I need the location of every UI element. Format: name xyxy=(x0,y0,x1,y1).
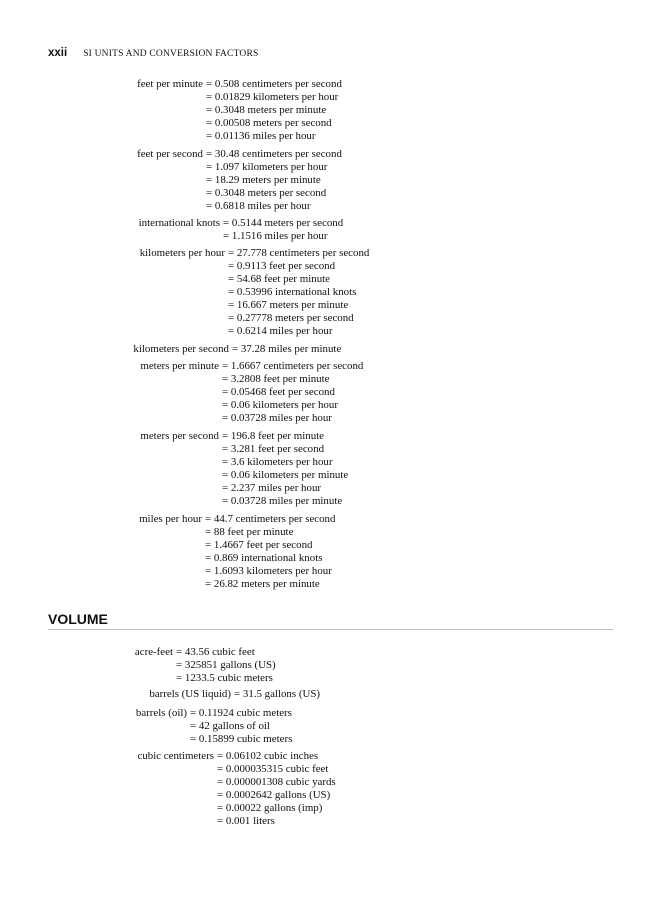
equals-sign: = xyxy=(217,789,226,801)
equals-sign: = xyxy=(222,360,231,372)
conversion-value xyxy=(222,399,338,412)
section-heading-volume: VOLUME xyxy=(48,611,108,627)
conversion-value xyxy=(217,776,336,789)
value-text: 0.05468 feet per second xyxy=(230,386,335,398)
equals-sign: = xyxy=(228,247,237,259)
conversion-value xyxy=(217,750,318,763)
equals-sign: = xyxy=(205,513,214,525)
conversion-value xyxy=(228,312,354,325)
equals-sign: = xyxy=(232,343,241,355)
equals-sign: = xyxy=(222,469,231,481)
value-text: 0.11924 cubic meters xyxy=(198,707,292,719)
equals-sign: = xyxy=(223,217,232,229)
equals-sign: = xyxy=(205,526,214,538)
value-text: 0.06102 cubic inches xyxy=(225,750,319,762)
conversion-value xyxy=(205,526,293,539)
conversion-value xyxy=(205,552,322,565)
equals-sign: = xyxy=(190,720,199,732)
equals-sign: = xyxy=(217,750,226,762)
equals-sign: = xyxy=(205,565,214,577)
equals-sign: = xyxy=(222,443,231,455)
value-text: 0.01136 miles per hour xyxy=(214,130,316,142)
value-text: 3.2808 feet per minute xyxy=(230,373,330,385)
unit-label: feet per second xyxy=(137,148,203,160)
value-text: 0.3048 meters per minute xyxy=(214,104,327,116)
unit-label: barrels (US liquid) xyxy=(149,688,231,700)
conversion-value xyxy=(234,688,320,701)
value-text: 0.00022 gallons (imp) xyxy=(225,802,323,814)
unit-label: miles per hour xyxy=(139,513,202,525)
value-text: 42 gallons of oil xyxy=(198,720,270,732)
conversion-value xyxy=(206,130,316,143)
value-text: 88 feet per minute xyxy=(213,526,294,538)
value-text: 44.7 centimeters per second xyxy=(213,513,336,525)
value-text: 0.00508 meters per second xyxy=(214,117,332,129)
unit-label: kilometers per second xyxy=(133,343,229,355)
conversion-value xyxy=(228,286,356,299)
unit-label: feet per minute xyxy=(137,78,203,90)
value-text: 31.5 gallons (US) xyxy=(242,688,321,700)
conversion-value xyxy=(222,373,329,386)
equals-sign: = xyxy=(234,688,243,700)
value-text: 1.6667 centimeters per second xyxy=(230,360,364,372)
equals-sign: = xyxy=(176,672,185,684)
conversion-value xyxy=(206,91,338,104)
equals-sign: = xyxy=(217,763,226,775)
value-text: 2.237 miles per hour xyxy=(230,482,322,494)
value-text: 26.82 meters per minute xyxy=(213,578,320,590)
conversion-value xyxy=(190,707,292,720)
equals-sign: = xyxy=(206,148,215,160)
unit-label: acre-feet xyxy=(134,646,173,658)
equals-sign: = xyxy=(222,412,231,424)
value-text: 1233.5 cubic meters xyxy=(184,672,273,684)
equals-sign: = xyxy=(205,539,214,551)
equals-sign: = xyxy=(190,707,199,719)
conversion-value xyxy=(205,513,335,526)
conversion-value xyxy=(190,733,292,746)
conversion-value xyxy=(206,187,326,200)
conversion-value xyxy=(217,763,328,776)
conversion-value xyxy=(228,273,330,286)
equals-sign: = xyxy=(228,286,237,298)
equals-sign: = xyxy=(206,174,215,186)
conversion-value xyxy=(206,78,342,91)
conversion-value xyxy=(206,117,332,130)
value-text: 18.29 meters per minute xyxy=(214,174,321,186)
value-text: 0.27778 meters per second xyxy=(236,312,354,324)
equals-sign: = xyxy=(222,430,231,442)
equals-sign: = xyxy=(222,373,231,385)
equals-sign: = xyxy=(222,456,231,468)
value-text: 0.869 international knots xyxy=(213,552,323,564)
running-head: SI UNITS AND CONVERSION FACTORS xyxy=(83,49,259,59)
page-header xyxy=(48,47,258,59)
conversion-value xyxy=(217,802,322,815)
value-text: 0.3048 meters per second xyxy=(214,187,327,199)
unit-label: meters per second xyxy=(140,430,219,442)
value-text: 1.1516 miles per hour xyxy=(231,230,328,242)
value-text: 54.68 feet per minute xyxy=(236,273,331,285)
equals-sign: = xyxy=(206,78,215,90)
value-text: 0.001 liters xyxy=(225,815,275,827)
value-text: 43.56 cubic feet xyxy=(184,646,255,658)
value-text: 0.508 centimeters per second xyxy=(214,78,342,90)
value-text: 1.6093 kilometers per hour xyxy=(213,565,332,577)
value-text: 0.06 kilometers per minute xyxy=(230,469,349,481)
conversion-value xyxy=(232,343,341,356)
equals-sign: = xyxy=(217,815,226,827)
conversion-value xyxy=(223,217,343,230)
equals-sign: = xyxy=(222,386,231,398)
conversion-value xyxy=(222,443,324,456)
conversion-value xyxy=(206,174,321,187)
value-text: 1.4667 feet per second xyxy=(213,539,313,551)
conversion-value xyxy=(176,672,273,685)
equals-sign: = xyxy=(222,482,231,494)
conversion-value xyxy=(217,789,330,802)
value-text: 0.5144 meters per second xyxy=(231,217,344,229)
equals-sign: = xyxy=(206,117,215,129)
conversion-value xyxy=(222,456,333,469)
value-text: 0.01829 kilometers per hour xyxy=(214,91,339,103)
value-text: 0.06 kilometers per hour xyxy=(230,399,338,411)
value-text: 0.000035315 cubic feet xyxy=(225,763,329,775)
conversion-value xyxy=(222,360,363,373)
equals-sign: = xyxy=(206,91,215,103)
equals-sign: = xyxy=(228,260,237,272)
conversion-value xyxy=(206,148,342,161)
conversion-value xyxy=(205,578,320,591)
value-text: 1.097 kilometers per hour xyxy=(214,161,328,173)
equals-sign: = xyxy=(223,230,232,242)
value-text: 196.8 feet per minute xyxy=(230,430,325,442)
conversion-value xyxy=(217,815,275,828)
value-text: 0.03728 miles per minute xyxy=(230,495,343,507)
conversion-value xyxy=(222,469,348,482)
value-text: 30.48 centimeters per second xyxy=(214,148,342,160)
equals-sign: = xyxy=(176,659,185,671)
conversion-value xyxy=(222,495,342,508)
value-text: 3.281 feet per second xyxy=(230,443,325,455)
conversion-value xyxy=(222,412,332,425)
value-text: 16.667 meters per minute xyxy=(236,299,349,311)
conversion-value xyxy=(223,230,327,243)
conversion-value xyxy=(228,260,335,273)
value-text: 0.53996 international knots xyxy=(236,286,357,298)
value-text: 0.6818 miles per hour xyxy=(214,200,311,212)
equals-sign: = xyxy=(217,776,226,788)
conversion-value xyxy=(228,247,369,260)
equals-sign: = xyxy=(176,646,185,658)
conversion-value xyxy=(176,659,276,672)
unit-label: meters per minute xyxy=(140,360,219,372)
value-text: 0.6214 miles per hour xyxy=(236,325,333,337)
equals-sign: = xyxy=(228,312,237,324)
equals-sign: = xyxy=(206,161,215,173)
conversion-value xyxy=(228,299,348,312)
conversion-value xyxy=(222,430,324,443)
equals-sign: = xyxy=(217,802,226,814)
equals-sign: = xyxy=(228,273,237,285)
unit-label: international knots xyxy=(138,217,220,229)
conversion-value xyxy=(206,200,310,213)
equals-sign: = xyxy=(206,187,215,199)
equals-sign: = xyxy=(222,399,231,411)
value-text: 3.6 kilometers per hour xyxy=(230,456,333,468)
value-text: 0.03728 miles per hour xyxy=(230,412,332,424)
value-text: 325851 gallons (US) xyxy=(184,659,276,671)
conversion-value xyxy=(206,161,327,174)
conversion-value xyxy=(205,565,332,578)
conversion-value xyxy=(228,325,332,338)
equals-sign: = xyxy=(206,130,215,142)
equals-sign: = xyxy=(206,200,215,212)
equals-sign: = xyxy=(205,578,214,590)
value-text: 27.778 centimeters per second xyxy=(236,247,370,259)
equals-sign: = xyxy=(190,733,199,745)
equals-sign: = xyxy=(228,325,237,337)
unit-label: barrels (oil) xyxy=(135,707,187,719)
page-number: xxii xyxy=(48,47,68,59)
conversion-value xyxy=(206,104,326,117)
section-divider xyxy=(48,629,613,630)
equals-sign: = xyxy=(222,495,231,507)
conversion-value xyxy=(176,646,255,659)
value-text: 0.15899 cubic meters xyxy=(198,733,293,745)
conversion-value xyxy=(190,720,270,733)
equals-sign: = xyxy=(228,299,237,311)
value-text: 0.0002642 gallons (US) xyxy=(225,789,331,801)
value-text: 37.28 miles per minute xyxy=(240,343,342,355)
unit-label: cubic centimeters xyxy=(137,750,214,762)
value-text: 0.000001308 cubic yards xyxy=(225,776,336,788)
conversion-value xyxy=(222,386,335,399)
conversion-value xyxy=(222,482,321,495)
value-text: 0.9113 feet per second xyxy=(236,260,336,272)
unit-label: kilometers per hour xyxy=(139,247,225,259)
equals-sign: = xyxy=(205,552,214,564)
conversion-value xyxy=(205,539,312,552)
equals-sign: = xyxy=(206,104,215,116)
